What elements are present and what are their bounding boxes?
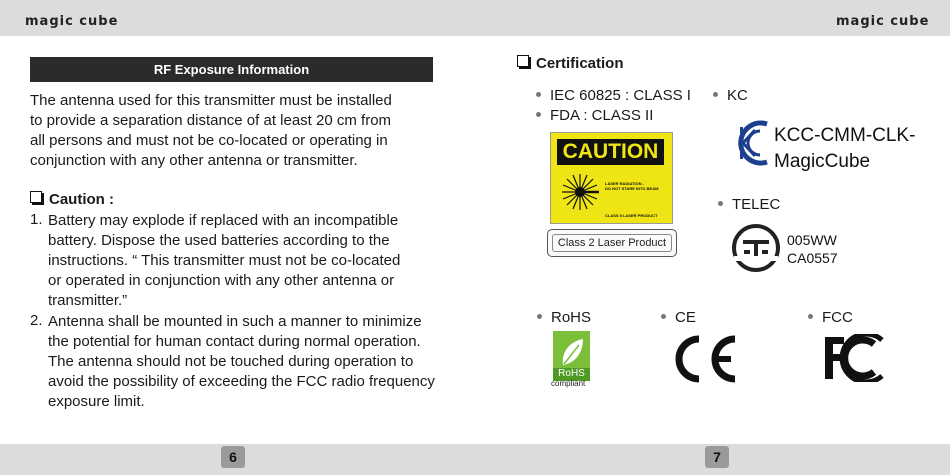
kc-mark-icon <box>733 118 771 168</box>
rohs-compliant-text: compliant <box>551 379 586 388</box>
fda-text: FDA : CLASS II <box>550 107 654 124</box>
ce-mark-icon <box>671 333 739 385</box>
caution-label-title: CAUTION <box>557 139 664 165</box>
list-line: Battery may explode if replaced with an incompatible <box>48 212 399 229</box>
caution-item-2 <box>48 312 443 412</box>
ce-label: CE <box>675 309 696 326</box>
laser-label-line3: CLASS II LASER PRODUCT <box>605 213 658 218</box>
certification-heading <box>517 55 624 72</box>
page-number-left: 6 <box>221 446 245 468</box>
kc-label: KC <box>727 87 748 104</box>
bullet-icon <box>661 314 666 319</box>
laser-caution-label <box>550 132 673 224</box>
list-line: exposure limit. <box>48 393 145 410</box>
list-line: battery. Dispose the used batteries according to the <box>48 232 390 249</box>
rf-line: all persons and must not be co-located or operating in <box>30 132 388 149</box>
page-number-right: 7 <box>705 446 729 468</box>
kc-code-line1: KCC-CMM-CLK- <box>774 125 916 146</box>
brand-right: magic cube <box>836 14 930 29</box>
rf-exposure-header: RF Exposure Information <box>30 57 433 82</box>
telec-mark-icon <box>730 222 782 274</box>
checkbox-bullet-icon <box>30 191 42 203</box>
kc-item <box>713 87 748 104</box>
fcc-mark-icon <box>822 334 888 382</box>
bullet-icon <box>718 201 723 206</box>
list-line: or operated in conjunction with any other antenna or <box>48 272 395 289</box>
checkbox-bullet-icon <box>517 55 529 67</box>
ce-item <box>661 309 696 326</box>
bullet-icon <box>536 112 541 117</box>
rohs-item <box>537 309 591 326</box>
list-line: the potential for human contact during normal operation. <box>48 333 421 350</box>
telec-code-line2: CA0557 <box>787 250 838 266</box>
fda-item <box>536 107 653 124</box>
telec-code-line1: 005WW <box>787 232 837 248</box>
telec-code <box>787 231 838 267</box>
rf-line: to provide a separation distance of at least 20 cm from <box>30 112 392 129</box>
iec-text: IEC 60825 : CLASS I <box>550 87 691 104</box>
brand-left: magic cube <box>25 14 119 29</box>
certification-heading-text: Certification <box>536 55 624 72</box>
rohs-label: RoHS <box>551 309 592 326</box>
list-number: 1. <box>30 211 43 228</box>
caution-item-1 <box>48 211 443 311</box>
caution-heading <box>30 191 114 208</box>
list-number: 2. <box>30 312 43 329</box>
bullet-icon <box>536 92 541 97</box>
kc-code <box>774 123 915 175</box>
list-line: instructions. “ This transmitter must not be co-located <box>48 252 401 269</box>
list-line: The antenna should not be touched during operation to <box>48 353 414 370</box>
laser-class-text: Class 2 Laser Product <box>552 234 672 252</box>
telec-item <box>718 196 780 213</box>
laser-class-badge <box>547 229 677 257</box>
rf-line: The antenna used for this transmitter must be installed <box>30 92 392 109</box>
top-bar <box>0 0 950 36</box>
bullet-icon <box>713 92 718 97</box>
list-line: transmitter.” <box>48 292 128 309</box>
fcc-item <box>808 309 853 326</box>
telec-label: TELEC <box>732 196 781 213</box>
rf-paragraph <box>30 91 392 171</box>
bullet-icon <box>537 314 542 319</box>
caution-heading-text: Caution : <box>49 191 114 208</box>
laser-label-line2: DO NOT STARE INTO BEAM <box>605 186 659 191</box>
rohs-badge-text: RoHS <box>558 368 585 379</box>
bottom-bar <box>0 444 950 475</box>
bullet-icon <box>808 314 813 319</box>
iec-item <box>536 87 691 104</box>
rf-line: conjunction with any other antenna or transmitter. <box>30 152 358 169</box>
laser-warning-icon <box>559 171 601 213</box>
list-line: Antenna shall be mounted in such a manner to minimize <box>48 313 422 330</box>
laser-label-line1: LASER RADIATION - <box>605 181 645 186</box>
list-line: avoid the possibility of exceeding the FCC radio frequency <box>48 373 435 390</box>
kc-code-line2: MagicCube <box>774 151 871 172</box>
fcc-label: FCC <box>822 309 853 326</box>
